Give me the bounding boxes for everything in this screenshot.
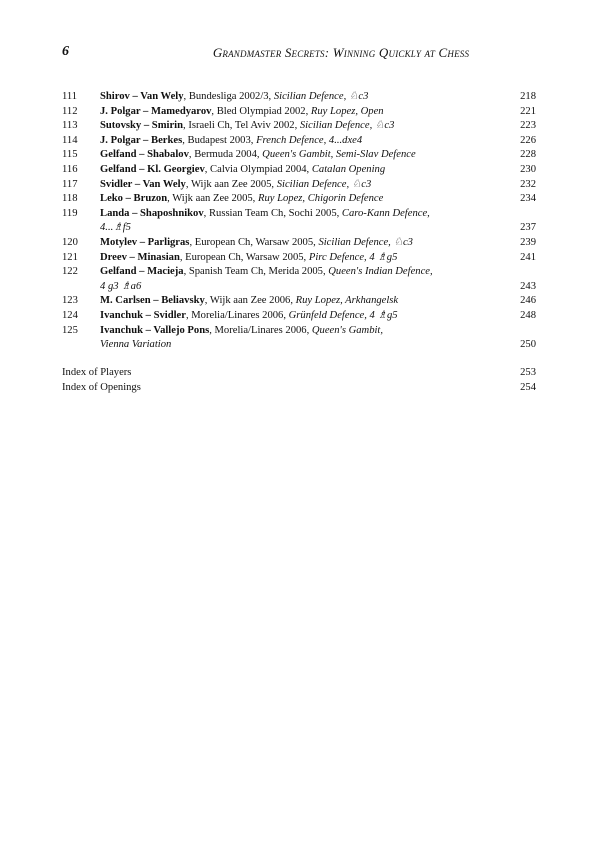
toc-entry-line	[62, 309, 536, 324]
game-players: Svidler – Van Wely	[100, 178, 186, 190]
game-opening: Sicilian Defence, ♘c3	[299, 120, 395, 132]
game-players: M. Carlsen – Beliavsky	[100, 295, 205, 307]
toc-entry-line	[62, 324, 536, 339]
game-event: , Morelia/Linares 2006,	[185, 309, 289, 321]
game-players: Leko – Bruzon	[100, 193, 168, 205]
game-number: 119	[62, 207, 78, 219]
toc-entry	[62, 178, 536, 193]
page-ref: 241	[520, 251, 536, 263]
toc-entry-line	[62, 163, 536, 178]
page-ref: 232	[520, 178, 536, 190]
page-ref: 239	[520, 236, 536, 248]
page-ref: 254	[520, 381, 536, 393]
page-header	[62, 44, 536, 64]
toc-entry-line	[62, 207, 536, 222]
game-event: , Spanish Team Ch, Merida 2005,	[183, 266, 329, 278]
game-number: 123	[62, 295, 78, 307]
running-title: Grandmaster Secrets: Winning Quickly at Chess	[212, 45, 470, 60]
toc-entry	[62, 163, 536, 178]
table-of-contents	[62, 90, 536, 353]
toc-entry	[62, 192, 536, 207]
game-players: Shirov – Van Wely	[100, 91, 184, 102]
game-description	[100, 265, 500, 280]
game-players: Dreev – Minasian	[100, 251, 180, 263]
game-number: 121	[62, 251, 78, 263]
game-number: 122	[62, 266, 78, 278]
page-ref: 218	[520, 91, 536, 102]
toc-entry-line	[62, 265, 536, 280]
game-number: 113	[62, 120, 78, 132]
index-label: Index of Openings	[62, 381, 141, 393]
game-event: , Calvia Olympiad 2004,	[204, 163, 312, 175]
game-opening: Queen's Gambit, Semi-Slav Defence	[262, 149, 416, 161]
game-number: 115	[62, 149, 78, 161]
game-event: , Wijk aan Zee 2005,	[185, 178, 277, 190]
page-ref: 223	[520, 120, 536, 132]
toc-entry	[62, 265, 536, 294]
toc-entry-line	[62, 294, 536, 309]
game-number: 114	[62, 134, 78, 146]
game-opening: Queen's Gambit,	[311, 324, 384, 336]
index-label: Index of Players	[62, 367, 132, 378]
toc-entry-line	[62, 134, 536, 149]
game-players: J. Polgar – Berkes	[100, 134, 183, 146]
game-description	[100, 178, 500, 193]
toc-entry-line	[62, 119, 536, 134]
game-players: Ivanchuk – Vallejo Pons	[100, 324, 210, 336]
page-ref: 243	[520, 280, 536, 292]
game-players: Sutovsky – Smirin	[100, 120, 184, 132]
game-opening: Catalan Opening	[311, 163, 386, 175]
page-ref: 250	[520, 339, 536, 351]
game-number: 112	[62, 105, 78, 117]
toc-entry	[62, 236, 536, 251]
game-number: 111	[62, 91, 78, 102]
game-description	[100, 192, 500, 207]
game-opening: Caro-Kann Defence,	[341, 207, 430, 219]
game-event: , Israeli Ch, Tel Aviv 2002,	[183, 120, 300, 132]
game-opening-continuation: Vienna Variation	[100, 339, 172, 351]
toc-entry-line	[62, 90, 536, 105]
game-description	[100, 309, 500, 324]
page-ref: 221	[520, 105, 536, 117]
toc-entry-line	[62, 251, 536, 266]
toc-entry-line	[62, 192, 536, 207]
game-event: , Budapest 2003,	[182, 134, 257, 146]
game-description	[100, 105, 500, 120]
toc-entry	[62, 119, 536, 134]
game-opening: Sicilian Defence, ♘c3	[318, 236, 413, 248]
game-opening: Ruy Lopez, Open	[310, 105, 384, 117]
game-event: , Morelia/Linares 2006,	[209, 324, 312, 336]
page-ref: 248	[520, 309, 536, 321]
toc-entry	[62, 105, 536, 120]
toc-entry-continuation-line	[62, 338, 536, 353]
index-list	[62, 366, 536, 395]
game-opening-continuation: 4...♗f5	[100, 222, 131, 234]
toc-entry	[62, 294, 536, 309]
game-number: 116	[62, 163, 78, 175]
game-players: Motylev – Parligras	[100, 236, 190, 248]
game-opening-continuation: 4 g3 ♗a6	[100, 280, 142, 292]
toc-entry	[62, 134, 536, 149]
game-opening: Queen's Indian Defence,	[328, 266, 433, 278]
game-number: 117	[62, 178, 78, 190]
game-opening: French Defence, 4...dxe4	[256, 134, 363, 146]
game-opening: Sicilian Defence, ♘c3	[276, 178, 372, 190]
toc-entry-line	[62, 148, 536, 163]
game-description	[100, 236, 500, 251]
game-opening: Ruy Lopez, Arkhangelsk	[295, 295, 399, 307]
page-number: 6	[62, 44, 69, 59]
toc-entry-line	[62, 236, 536, 251]
game-description	[100, 324, 500, 339]
toc-entry	[62, 90, 536, 105]
game-number: 124	[62, 309, 78, 321]
game-players: Gelfand – Kl. Georgiev	[100, 163, 205, 175]
game-description	[100, 294, 500, 309]
game-players: Landa – Shaposhnikov	[100, 207, 204, 219]
game-event: , European Ch, Warsaw 2005,	[189, 236, 319, 248]
toc-entry-line	[62, 105, 536, 120]
toc-entry	[62, 324, 536, 353]
toc-entry	[62, 251, 536, 266]
toc-entry-continuation-line	[62, 280, 536, 295]
page-ref: 230	[520, 163, 536, 175]
game-event: , Russian Team Ch, Sochi 2005,	[203, 207, 342, 219]
game-players: J. Polgar – Mamedyarov	[100, 105, 212, 117]
index-entry	[62, 366, 536, 381]
page-ref: 253	[520, 367, 536, 378]
toc-entry	[62, 309, 536, 324]
game-opening: Ruy Lopez, Chigorin Defence	[257, 193, 384, 205]
index-entry	[62, 381, 536, 396]
game-players: Ivanchuk – Svidler	[100, 309, 186, 321]
page-ref: 226	[520, 134, 536, 146]
game-opening: Grünfeld Defence, 4 ♗g5	[288, 309, 398, 321]
game-event: , Bled Olympiad 2002,	[211, 105, 311, 117]
game-players: Gelfand – Macieja	[100, 266, 184, 278]
toc-entry	[62, 207, 536, 236]
game-opening: Pirc Defence, 4 ♗g5	[308, 251, 398, 263]
game-event: , Wijk aan Zee 2005,	[167, 193, 258, 205]
toc-entry-line	[62, 178, 536, 193]
game-description	[100, 148, 500, 163]
game-description	[100, 134, 500, 149]
game-event: , Bermuda 2004,	[188, 149, 263, 161]
game-number: 118	[62, 193, 78, 205]
game-number: 125	[62, 324, 78, 336]
game-description	[100, 251, 500, 266]
page-ref: 228	[520, 149, 536, 161]
game-description	[100, 163, 500, 178]
game-opening: Sicilian Defence, ♘c3	[273, 91, 369, 102]
game-event: , Bundesliga 2002/3,	[183, 91, 274, 102]
game-description	[100, 90, 500, 105]
game-players: Gelfand – Shabalov	[100, 149, 189, 161]
game-event: , European Ch, Warsaw 2005,	[179, 251, 309, 263]
game-description	[100, 207, 500, 222]
page-ref: 246	[520, 295, 536, 307]
page-ref: 234	[520, 193, 536, 205]
game-description	[100, 119, 500, 134]
toc-entry	[62, 148, 536, 163]
game-number: 120	[62, 236, 78, 248]
page-ref: 237	[520, 222, 536, 234]
toc-entry-continuation-line	[62, 221, 536, 236]
game-event: , Wijk aan Zee 2006,	[204, 295, 296, 307]
